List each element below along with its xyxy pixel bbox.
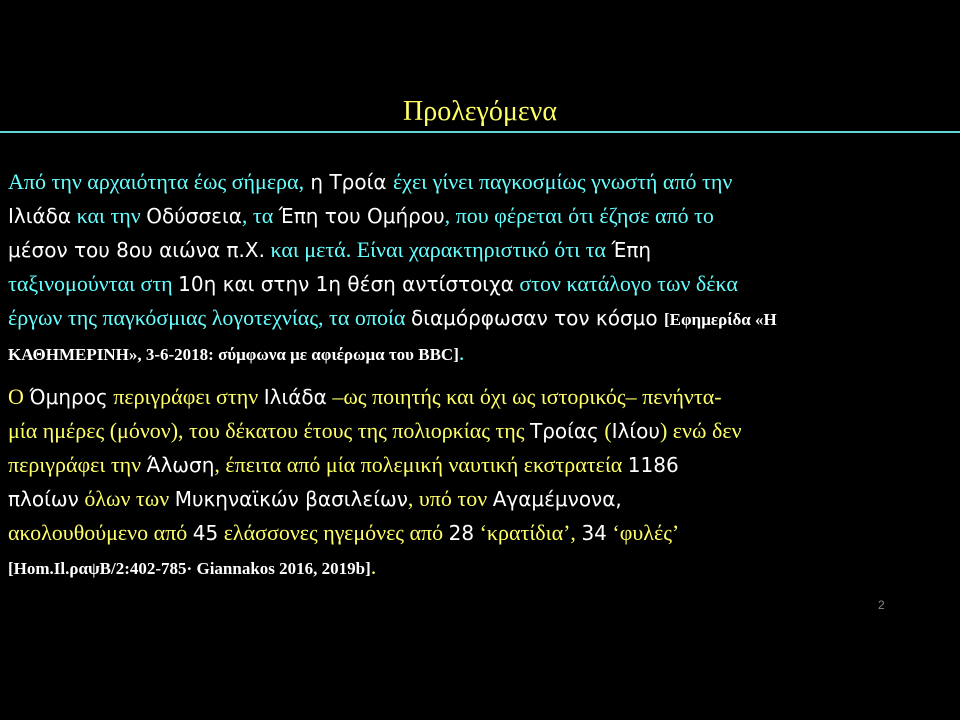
text-run: ταξινομούνται στη xyxy=(8,271,179,296)
text-run: έργων της παγκόσμιας λογοτεχνίας, τα οποία xyxy=(8,305,411,330)
text-run: . xyxy=(370,554,377,579)
text-line xyxy=(8,165,953,199)
text-run: έχει γίνει παγκοσμίως γνωστή από την xyxy=(392,169,733,194)
text-line xyxy=(8,516,953,550)
text-run: Έπη του Ομήρου xyxy=(278,204,445,228)
text-line xyxy=(8,336,953,371)
text-line xyxy=(8,199,953,233)
text-run: Ο xyxy=(8,384,30,409)
text-line xyxy=(8,380,953,414)
text-run: όλων των xyxy=(78,486,175,511)
text-run: , έπειτα από μία πολεμική ναυτική εκστρατεία xyxy=(214,452,628,477)
citation-text: [Εφημερίδα «Η xyxy=(663,310,777,329)
text-run: Ιλιάδα xyxy=(8,204,72,228)
text-run: , τα xyxy=(241,203,279,228)
text-run: και μετά. Είναι χαρακτηριστικό ότι τα xyxy=(264,237,612,262)
text-run: Έπη xyxy=(611,238,652,262)
text-run: διαμόρφωσαν τον κόσμο xyxy=(410,306,664,330)
text-run: 45 xyxy=(192,521,219,545)
text-run: 34 xyxy=(581,521,607,545)
text-run: μία ημέρες (μόνον), του δέκατου έτους της πολιορκίας της xyxy=(8,418,530,443)
paragraph-2 xyxy=(8,380,953,585)
text-run: 28 xyxy=(448,521,475,545)
text-run: πλοίων xyxy=(8,487,79,511)
text-run: Ιλιάδα xyxy=(263,385,327,409)
text-run: Αγαμέμνονα, xyxy=(492,487,622,511)
citation-text: ΚΑΘΗΜΕΡΙΝΗ», 3-6-2018: σύμφωνα με αφιέρωμα του BBC] xyxy=(8,345,459,364)
paragraph-1 xyxy=(8,165,953,371)
text-run: Μυκηναϊκών βασιλείων xyxy=(174,487,408,511)
text-line xyxy=(8,301,953,336)
text-line xyxy=(8,550,953,585)
title-divider xyxy=(0,131,960,133)
slide-title: Προλεγόμενα xyxy=(403,96,557,127)
text-line xyxy=(8,448,953,482)
text-run: περιγράφει την xyxy=(8,452,147,477)
text-run: ( xyxy=(598,418,612,443)
text-run: Τροίας xyxy=(529,419,599,443)
text-line xyxy=(8,482,953,516)
text-run: ‘φυλές’ xyxy=(606,520,680,545)
text-run: περιγράφει στην xyxy=(107,384,264,409)
text-run: ) ενώ δεν xyxy=(659,418,742,443)
text-run: 1186 xyxy=(627,453,679,477)
text-run: και την xyxy=(71,203,147,228)
text-run: , που φέρεται ότι έζησε από το xyxy=(444,203,714,228)
text-run: , υπό τον xyxy=(407,486,493,511)
text-line xyxy=(8,267,953,301)
text-run: ‘κρατίδια’, xyxy=(474,520,582,545)
page-number: 2 xyxy=(878,598,885,612)
text-run: η Τροία xyxy=(304,170,393,194)
text-run: ελάσσονες ηγεμόνες από xyxy=(218,520,449,545)
citation-text: [Hom.Il.ραψΒ/2:402-785· Giannakos 2016, 2019b] xyxy=(8,559,371,578)
text-run: –ως ποιητής και όχι ως ιστορικός– πενήντα- xyxy=(326,384,722,409)
text-run: Άλωση xyxy=(146,453,215,477)
text-run: . xyxy=(458,340,465,365)
text-run: Από την αρχαιότητα έως σήμερα, xyxy=(8,169,305,194)
text-line xyxy=(8,414,953,448)
text-run: 10η και στην 1η θέση αντίστοιχα xyxy=(178,272,514,296)
text-run: Οδύσσεια xyxy=(146,204,242,228)
text-run: ακολουθούμενο από xyxy=(8,520,193,545)
text-line xyxy=(8,233,953,267)
text-run: Ιλίου xyxy=(611,419,660,443)
text-run: Όμηρος xyxy=(29,385,108,409)
text-run: μέσον του 8ου αιώνα π.Χ. xyxy=(8,238,265,262)
text-run: στον κατάλογο των δέκα xyxy=(513,271,738,296)
